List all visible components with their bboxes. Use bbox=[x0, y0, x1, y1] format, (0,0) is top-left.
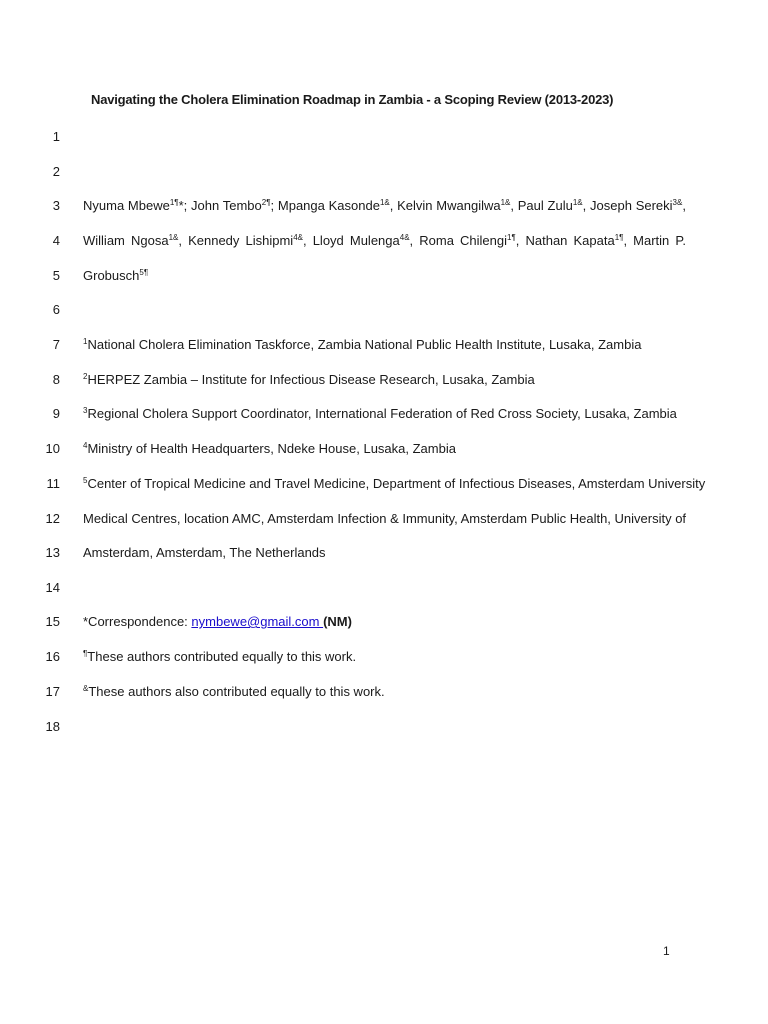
author-separator: , bbox=[515, 233, 526, 248]
author-separator: , bbox=[682, 198, 686, 213]
author-name: Joseph Sereki bbox=[590, 198, 673, 213]
note-text: These authors also contributed equally to this work. bbox=[88, 684, 385, 699]
affiliation-text: Regional Cholera Support Coordinator, International Federation of Red Cross Society, Lusaka, Zambia bbox=[87, 406, 677, 421]
line-number: 1 bbox=[52, 129, 60, 144]
note-marker: & bbox=[83, 684, 89, 693]
page-number: 1 bbox=[663, 944, 670, 958]
affiliation bbox=[83, 372, 686, 388]
affiliation-marker: 3 bbox=[83, 406, 88, 415]
correspondence bbox=[83, 614, 686, 630]
author-affiliation-marker: 1& bbox=[168, 233, 179, 242]
author-list-line bbox=[83, 233, 686, 249]
line-number: 6 bbox=[52, 302, 60, 317]
author-affiliation-marker: 1¶ bbox=[614, 233, 624, 242]
affiliation-continuation: Amsterdam, Amsterdam, The Netherlands bbox=[83, 545, 326, 560]
line-number: 9 bbox=[52, 406, 60, 421]
author-name: Martin P. bbox=[633, 233, 686, 248]
line-number: 7 bbox=[52, 337, 60, 352]
affiliation bbox=[83, 406, 686, 422]
affiliation bbox=[83, 476, 706, 492]
note-text: These authors contributed equally to this work. bbox=[87, 649, 357, 664]
author-name: Nathan Kapata bbox=[525, 233, 615, 248]
line-number: 15 bbox=[45, 614, 60, 629]
author-name: Kennedy Lishipmi bbox=[188, 233, 294, 248]
author-separator: , bbox=[623, 233, 634, 248]
line-number: 14 bbox=[45, 580, 60, 595]
author-name: John Tembo bbox=[191, 198, 262, 213]
line-number: 11 bbox=[46, 476, 60, 491]
author-affiliation-marker: 2¶ bbox=[261, 198, 271, 207]
paper-title: Navigating the Cholera Elimination Roadmap in Zambia - a Scoping Review (2013-2023) bbox=[91, 92, 614, 107]
line-number: 2 bbox=[52, 164, 60, 179]
author-name: Paul Zulu bbox=[517, 198, 573, 213]
author-separator: , bbox=[510, 198, 518, 213]
note-marker: ¶ bbox=[83, 649, 88, 658]
author-name: Kelvin Mwangilwa bbox=[397, 198, 501, 213]
equal-contribution-note bbox=[83, 649, 686, 665]
line-number: 4 bbox=[52, 233, 60, 248]
affiliation-marker: 5 bbox=[83, 476, 88, 485]
affiliation-text: Ministry of Health Headquarters, Ndeke House, Lusaka, Zambia bbox=[87, 441, 456, 456]
correspondence-initials: (NM) bbox=[323, 614, 352, 629]
line-number: 12 bbox=[45, 511, 60, 526]
author-separator: ; bbox=[270, 198, 278, 213]
line-number: 17 bbox=[45, 684, 60, 699]
author-separator: , bbox=[409, 233, 420, 248]
line-number: 13 bbox=[45, 545, 60, 560]
author-name: Mpanga Kasonde bbox=[277, 198, 380, 213]
affiliation-text: Center of Tropical Medicine and Travel Medicine, Department of Infectious Diseases, Amsterdam University bbox=[87, 476, 706, 491]
author-separator: , bbox=[389, 198, 398, 213]
author-affiliation-marker: 4& bbox=[399, 233, 410, 242]
author-name: Roma Chilengi bbox=[419, 233, 508, 248]
author-affiliation-marker: 5¶ bbox=[139, 268, 149, 277]
author-name: William Ngosa bbox=[83, 233, 169, 248]
author-affiliation-marker: 1& bbox=[379, 198, 390, 207]
author-affiliation-marker: 3& bbox=[672, 198, 683, 207]
affiliation-marker: 4 bbox=[83, 441, 88, 450]
author-list-line bbox=[83, 268, 686, 284]
affiliation-marker: 1 bbox=[83, 337, 88, 346]
author-separator: , bbox=[302, 233, 313, 248]
author-separator: *; bbox=[178, 198, 192, 213]
affiliation-marker: 2 bbox=[83, 372, 88, 381]
line-number: 10 bbox=[45, 441, 60, 456]
author-affiliation-marker: 1¶ bbox=[169, 198, 179, 207]
author-affiliation-marker: 1& bbox=[500, 198, 511, 207]
line-number: 5 bbox=[52, 268, 60, 283]
author-name: Lloyd Mulenga bbox=[312, 233, 400, 248]
line-number: 8 bbox=[52, 372, 60, 387]
line-number: 16 bbox=[45, 649, 60, 664]
author-name: Grobusch bbox=[83, 268, 140, 283]
author-affiliation-marker: 1& bbox=[572, 198, 583, 207]
affiliation-text: National Cholera Elimination Taskforce, Zambia National Public Health Institute, Lusaka, Zambia bbox=[87, 337, 642, 352]
author-affiliation-marker: 4& bbox=[293, 233, 303, 242]
affiliation-continuation: Medical Centres, location AMC, Amsterdam Infection & Immunity, Amsterdam Public Health, University of bbox=[83, 511, 687, 526]
affiliation-text: HERPEZ Zambia – Institute for Infectious Disease Research, Lusaka, Zambia bbox=[87, 372, 535, 387]
author-separator: , bbox=[582, 198, 591, 213]
author-affiliation-marker: 1¶ bbox=[507, 233, 516, 242]
correspondence-email-link[interactable]: nymbewe@gmail.com bbox=[191, 614, 324, 629]
author-list-line bbox=[83, 198, 686, 214]
author-name: Nyuma Mbewe bbox=[83, 198, 170, 213]
equal-contribution-note bbox=[83, 684, 686, 700]
line-number: 18 bbox=[45, 719, 60, 734]
author-separator: , bbox=[178, 233, 189, 248]
affiliation bbox=[83, 441, 686, 457]
line-number: 3 bbox=[52, 198, 60, 213]
affiliation bbox=[83, 337, 686, 353]
correspondence-label: *Correspondence: bbox=[83, 614, 192, 629]
